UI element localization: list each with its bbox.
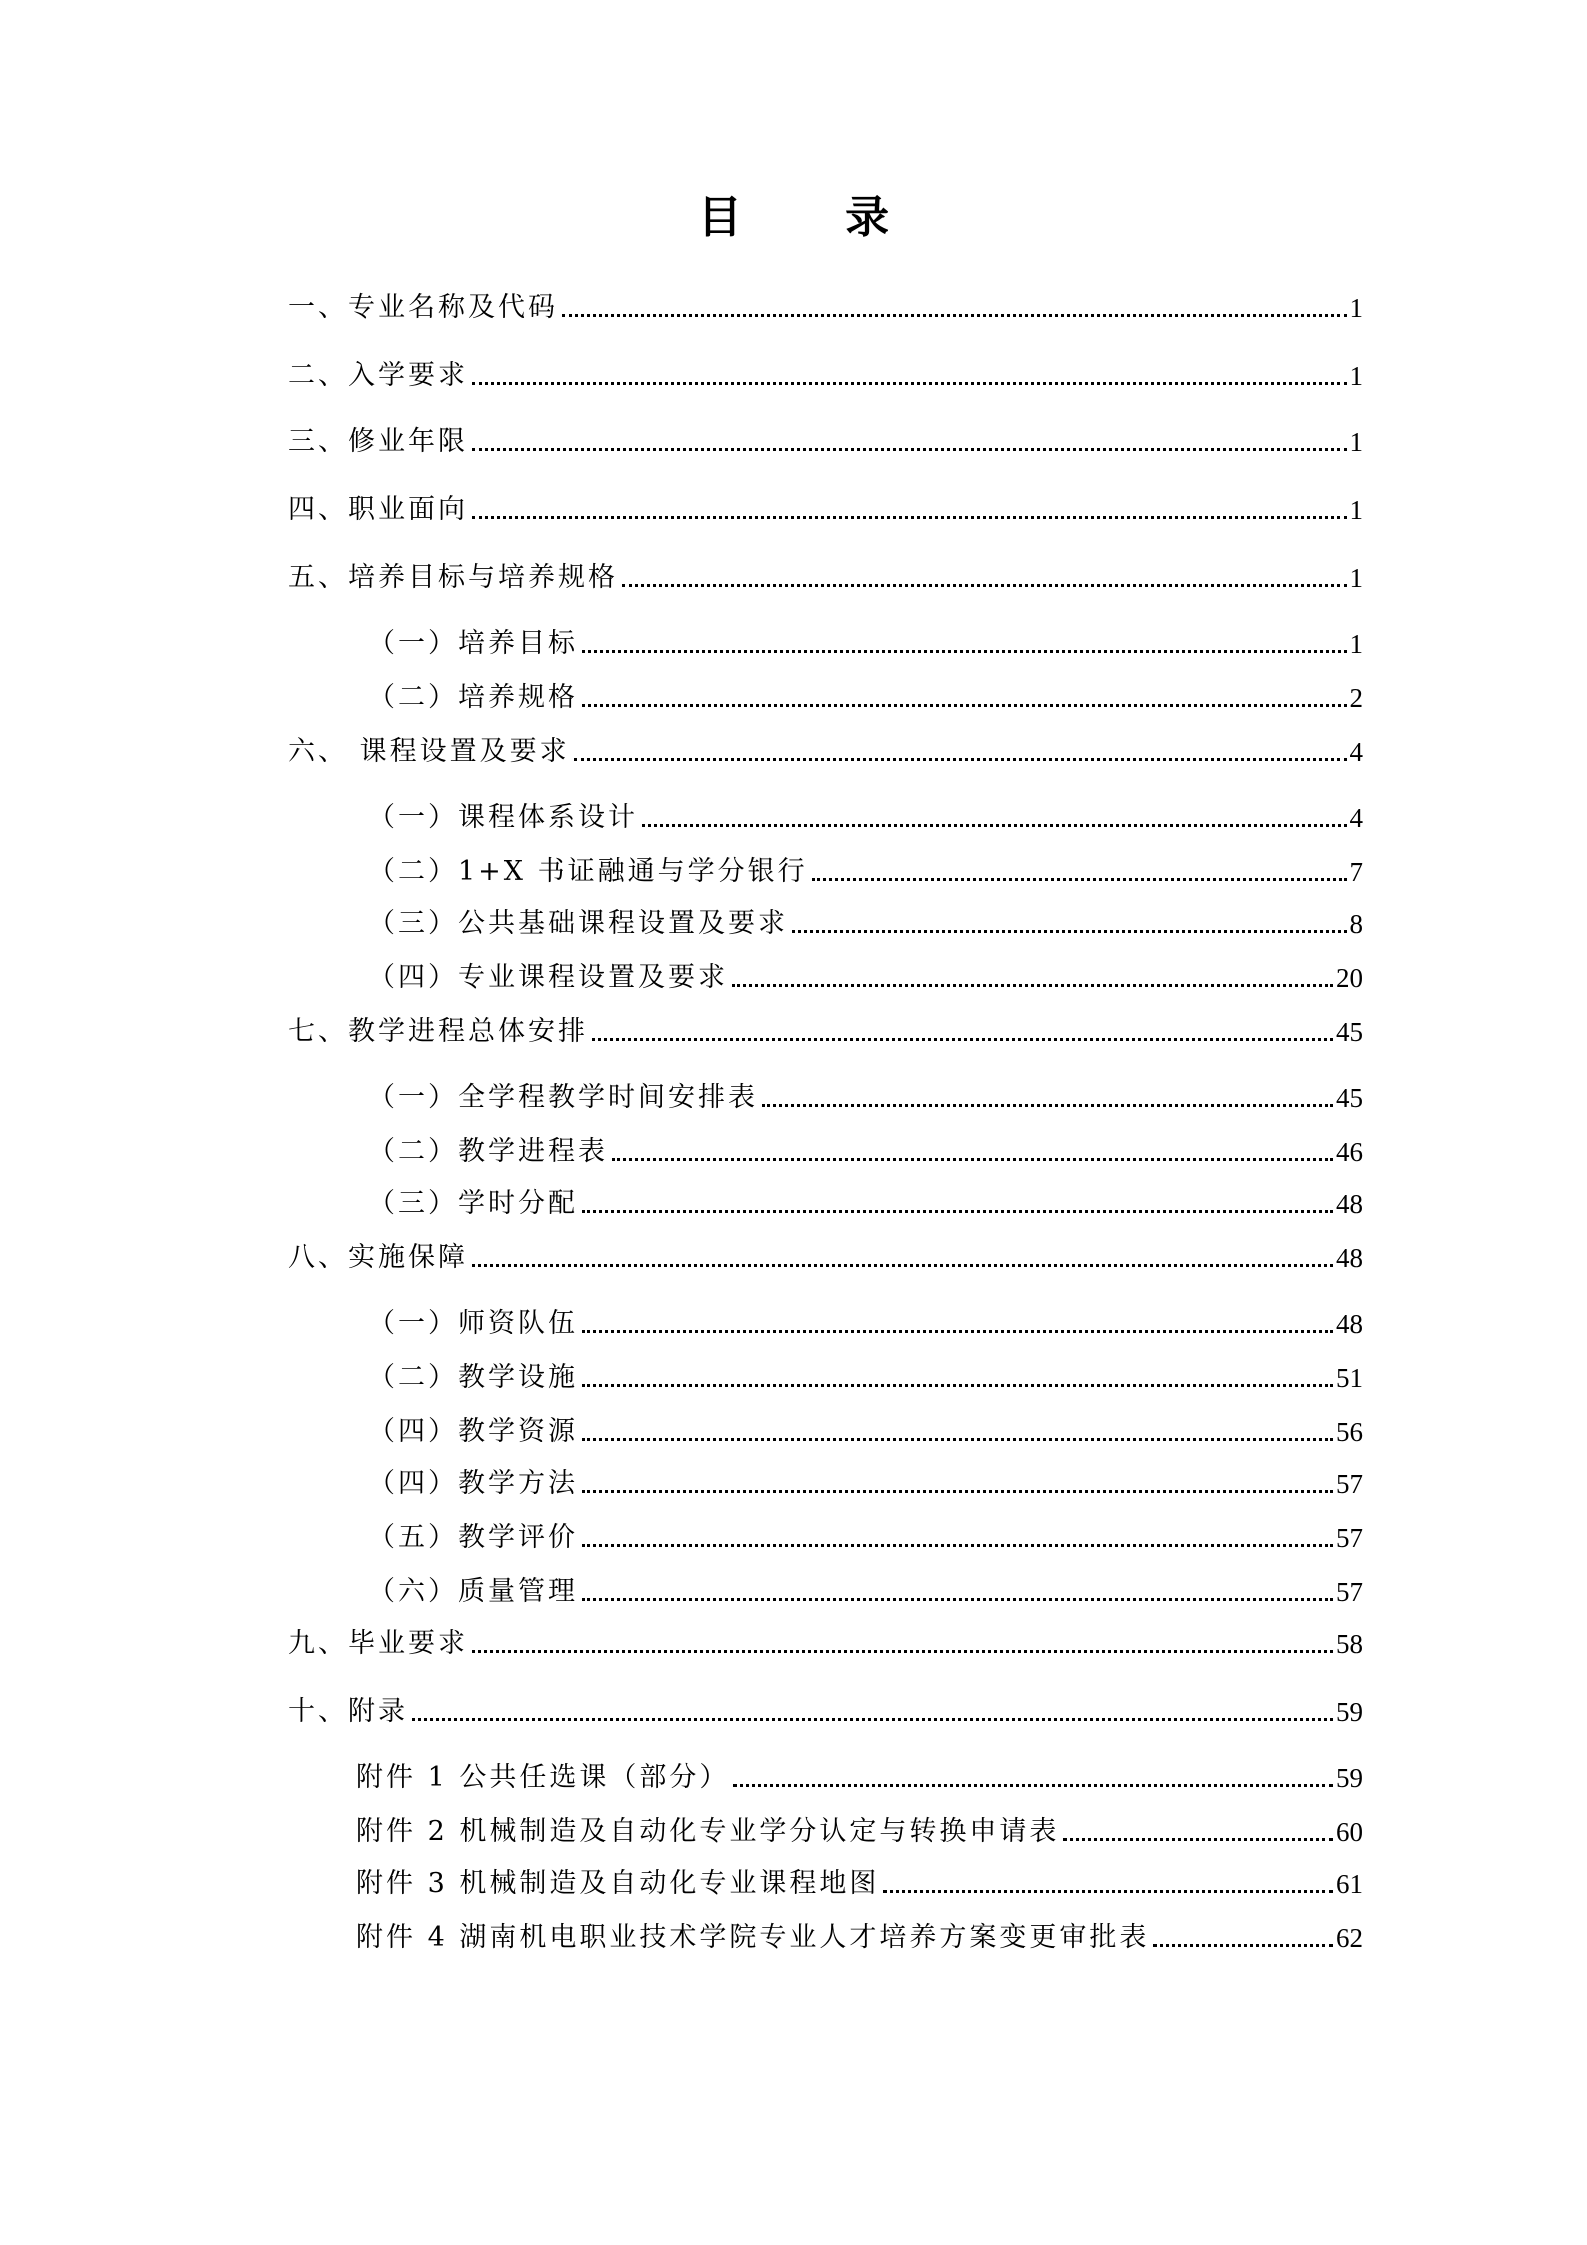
- page-title: 目 录: [697, 192, 934, 243]
- toc-entry-label: （三）学时分配: [368, 1188, 578, 1219]
- toc-entry-label: 二、入学要求: [288, 360, 468, 391]
- toc-entry[interactable]: [288, 420, 1363, 460]
- toc-entry-page: 58: [1336, 1629, 1363, 1659]
- toc-entry[interactable]: [356, 1810, 1363, 1850]
- dot-leader: [622, 584, 1347, 587]
- toc-entry-label: （四）教学方法: [368, 1468, 578, 1499]
- dot-leader: [792, 930, 1347, 933]
- toc-entry-label: 五、培养目标与培养规格: [288, 562, 618, 593]
- toc-entry-page: 61: [1336, 1869, 1363, 1899]
- toc-entry[interactable]: [288, 354, 1363, 394]
- toc-entry[interactable]: [368, 1462, 1363, 1502]
- toc-entry-page: 1: [1349, 427, 1363, 457]
- toc-entry-label: （四）教学资源: [368, 1416, 578, 1447]
- toc-entry[interactable]: [288, 1622, 1363, 1662]
- toc-entry-label: （一）培养目标: [368, 628, 578, 659]
- toc-entry-page: 2: [1349, 683, 1363, 713]
- dot-leader: [472, 516, 1347, 519]
- toc-entry[interactable]: [288, 1010, 1363, 1050]
- dot-leader: [562, 314, 1347, 317]
- dot-leader: [472, 1650, 1333, 1653]
- toc-entry[interactable]: [368, 1516, 1363, 1556]
- toc-entry-page: 1: [1349, 293, 1363, 323]
- dot-leader: [582, 650, 1347, 653]
- toc-entry-label: （二）1+X 书证融通与学分银行: [368, 856, 808, 887]
- toc-entry[interactable]: [288, 286, 1363, 326]
- dot-leader: [592, 1038, 1333, 1041]
- toc-entry[interactable]: [368, 1302, 1363, 1342]
- toc-entry-label: 附件 3 机械制造及自动化专业课程地图: [356, 1868, 880, 1899]
- toc-entry-label: 六、 课程设置及要求: [288, 736, 570, 767]
- toc-entry-label: 十、附录: [288, 1696, 408, 1727]
- toc-entry[interactable]: [288, 730, 1363, 770]
- toc-entry-page: 45: [1336, 1083, 1363, 1113]
- toc-entry-page: 4: [1349, 737, 1363, 767]
- toc-entry-label: （三）公共基础课程设置及要求: [368, 908, 788, 939]
- toc-entry-label: （六）质量管理: [368, 1576, 578, 1607]
- toc-entry[interactable]: [356, 1862, 1363, 1902]
- dot-leader: [642, 824, 1347, 827]
- toc-entry-page: 1: [1349, 563, 1363, 593]
- toc-entry[interactable]: [288, 556, 1363, 596]
- dot-leader: [582, 1330, 1333, 1333]
- toc-entry-page: 60: [1336, 1817, 1363, 1847]
- toc-entry[interactable]: [288, 488, 1363, 528]
- toc-entry[interactable]: [368, 1182, 1363, 1222]
- toc-entry-label: 九、毕业要求: [288, 1628, 468, 1659]
- dot-leader: [582, 704, 1347, 707]
- toc-entry-page: 20: [1336, 963, 1363, 993]
- toc-entry[interactable]: [368, 1570, 1363, 1610]
- toc-entry[interactable]: [368, 1356, 1363, 1396]
- toc-entry[interactable]: [368, 622, 1363, 662]
- toc-entry-page: 56: [1336, 1417, 1363, 1447]
- toc-entry-page: 48: [1336, 1189, 1363, 1219]
- dot-leader: [612, 1158, 1333, 1161]
- toc-entry-label: （五）教学评价: [368, 1522, 578, 1553]
- toc-entry-page: 7: [1349, 857, 1363, 887]
- toc-entry[interactable]: [356, 1756, 1363, 1796]
- dot-leader: [1063, 1838, 1333, 1841]
- toc-entry-label: 附件 4 湖南机电职业技术学院专业人才培养方案变更审批表: [356, 1922, 1150, 1953]
- toc-entry[interactable]: [368, 1410, 1363, 1450]
- toc-entry-page: 8: [1349, 909, 1363, 939]
- dot-leader: [582, 1490, 1333, 1493]
- toc-entry-label: （二）教学进程表: [368, 1136, 608, 1167]
- toc-entry-label: （二）培养规格: [368, 682, 578, 713]
- toc-entry-label: （一）全学程教学时间安排表: [368, 1082, 758, 1113]
- toc-entry[interactable]: [288, 1236, 1363, 1276]
- toc-entry[interactable]: [368, 902, 1363, 942]
- toc-entry[interactable]: [368, 676, 1363, 716]
- dot-leader: [812, 878, 1347, 881]
- toc-entry-label: （四）专业课程设置及要求: [368, 962, 728, 993]
- dot-leader: [582, 1544, 1333, 1547]
- toc-entry-page: 59: [1336, 1763, 1363, 1793]
- dot-leader: [582, 1598, 1333, 1601]
- toc-entry-label: 四、职业面向: [288, 494, 468, 525]
- toc-entry[interactable]: [356, 1916, 1363, 1956]
- toc-entry-page: 1: [1349, 629, 1363, 659]
- dot-leader: [582, 1210, 1333, 1213]
- toc-entry-label: 三、修业年限: [288, 426, 468, 457]
- dot-leader: [732, 984, 1333, 987]
- dot-leader: [582, 1384, 1333, 1387]
- dot-leader: [582, 1438, 1333, 1441]
- toc-entry[interactable]: [368, 1130, 1363, 1170]
- toc-entry-label: 附件 1 公共任选课（部分）: [356, 1762, 730, 1793]
- dot-leader: [883, 1890, 1333, 1893]
- toc-entry-page: 46: [1336, 1137, 1363, 1167]
- toc-entry-page: 57: [1336, 1469, 1363, 1499]
- toc-entry-label: 八、实施保障: [288, 1242, 468, 1273]
- toc-entry-label: （一）师资队伍: [368, 1308, 578, 1339]
- toc-entry-page: 48: [1336, 1309, 1363, 1339]
- toc-entry[interactable]: [288, 1690, 1363, 1730]
- toc-entry-label: 附件 2 机械制造及自动化专业学分认定与转换申请表: [356, 1816, 1060, 1847]
- toc-entry[interactable]: [368, 796, 1363, 836]
- dot-leader: [733, 1784, 1333, 1787]
- dot-leader: [574, 758, 1347, 761]
- dot-leader: [472, 448, 1347, 451]
- toc-entry-page: 57: [1336, 1523, 1363, 1553]
- toc-entry-page: 1: [1349, 361, 1363, 391]
- toc-entry-page: 57: [1336, 1577, 1363, 1607]
- toc-entry-label: 一、专业名称及代码: [288, 292, 558, 323]
- dot-leader: [472, 382, 1347, 385]
- dot-leader: [762, 1104, 1333, 1107]
- toc-entry[interactable]: [368, 956, 1363, 996]
- toc-entry-label: 七、教学进程总体安排: [288, 1016, 588, 1047]
- dot-leader: [412, 1718, 1333, 1721]
- toc-entry-page: 4: [1349, 803, 1363, 833]
- dot-leader: [1153, 1944, 1333, 1947]
- toc-entry-page: 48: [1336, 1243, 1363, 1273]
- toc-entry[interactable]: [368, 850, 1363, 890]
- toc-entry-label: （一）课程体系设计: [368, 802, 638, 833]
- toc-entry-page: 51: [1336, 1363, 1363, 1393]
- toc-entry[interactable]: [368, 1076, 1363, 1116]
- toc-entry-label: （二）教学设施: [368, 1362, 578, 1393]
- toc-entry-page: 62: [1336, 1923, 1363, 1953]
- toc-entry-page: 1: [1349, 495, 1363, 525]
- toc-entry-page: 59: [1336, 1697, 1363, 1727]
- dot-leader: [472, 1264, 1333, 1267]
- toc-entry-page: 45: [1336, 1017, 1363, 1047]
